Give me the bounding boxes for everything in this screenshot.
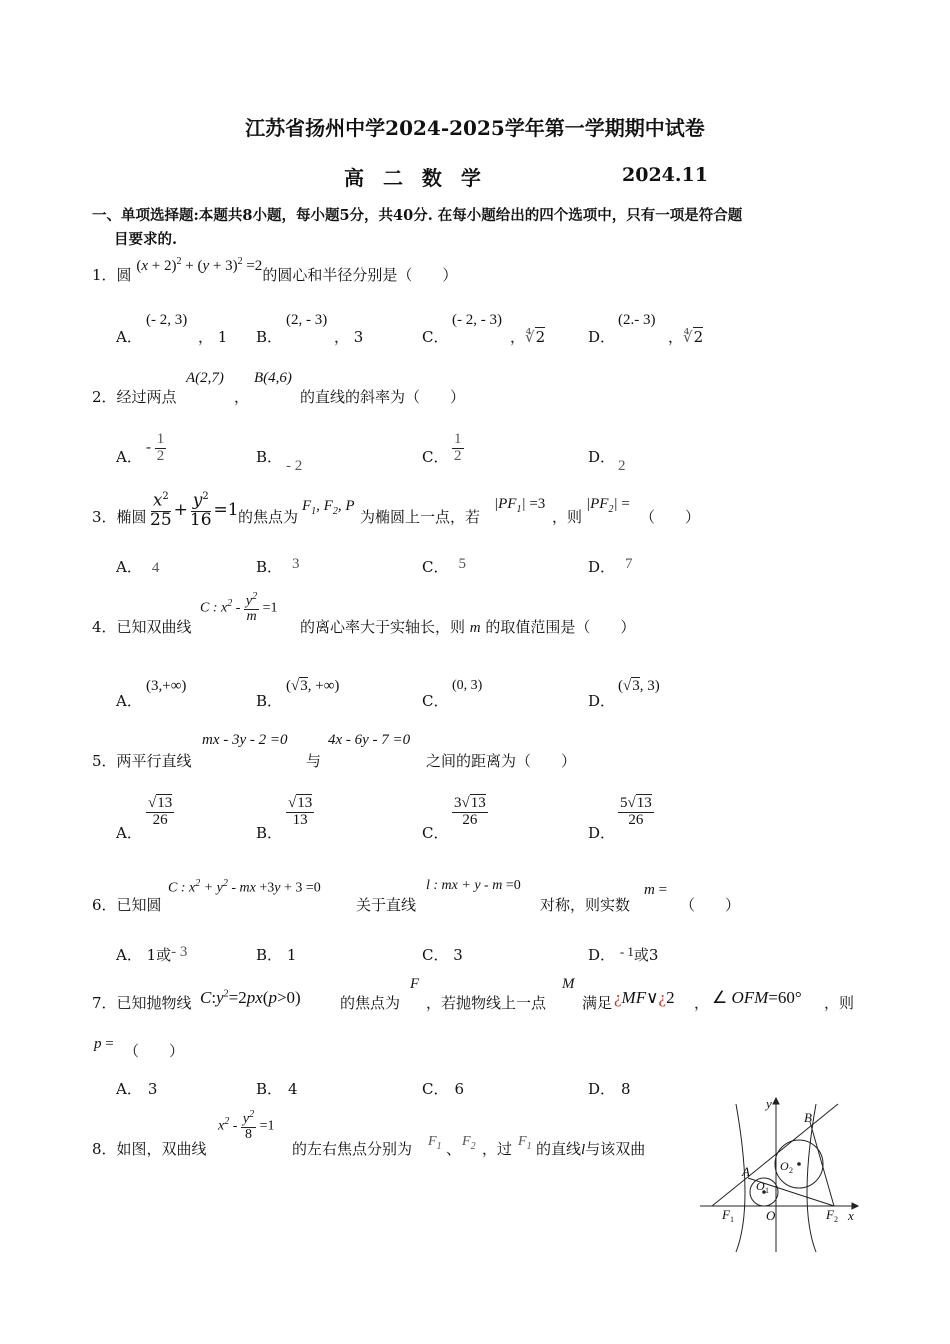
q7-option-d: D． 8 [588,1080,631,1098]
label-o2: O [780,1159,789,1173]
question-2: 2．经过两点 [92,388,177,406]
q3-ellipse-equation: $\frac{x^2}{25}$ + $\frac{y^2}{16}$ =1 [150,490,239,530]
q5-line-2: 4x - 6y - 7 =0 [328,732,411,748]
q6-option-d: D． - 1或3 [588,944,659,964]
q1-option-d: D． [588,328,616,346]
exam-title: 江苏省扬州中学2024-2025学年第一学期期中试卷 [245,116,705,140]
q6-circle-equation: C : $x^2 + y^2$ - mx +3y + 3 =0 [168,878,321,896]
q8-hyperbola-figure [698,1092,868,1257]
q7-parabola-equation: $C:y^2=2px(p>0)$ [200,988,301,1007]
label-f2: F [826,1207,834,1222]
q2-point-b: B(4,6) [254,370,292,386]
label-o1-sub: 1 [765,1186,769,1195]
q8-hyperbola-equation: $x^2$ - $\frac{y^2}{8}$ =1 [218,1109,275,1143]
q6-line-equation: l : mx + y - m =0 [426,878,521,893]
q3-option-d: D． 7 [588,556,633,576]
q5-option-b: B． [256,824,283,842]
q2-option-a: A． [116,448,142,466]
q6-option-a: A． 1或- 3 [116,944,188,964]
q4-option-b: B． [256,692,283,710]
label-o1: O [756,1179,765,1193]
q1-option-b: B． [256,328,283,346]
y-axis-arrow [773,1098,779,1104]
q1-option-a: A． [116,328,142,346]
label-y: y [766,1096,772,1111]
question-8: 8．如图，双曲线 [92,1140,207,1158]
label-o2-sub: 2 [789,1166,793,1175]
q1-circle-equation: $(x + 2)^2 + (y + 3)^2 =2$ [136,256,263,274]
center-o2 [797,1162,801,1166]
label-f2-sub: 2 [834,1215,838,1224]
q4-hyperbola-equation: C : $x^2$ - $\frac{y^2}{m}$ =1 [200,591,278,625]
q5-option-d: D． [588,824,616,842]
q2-option-b: B． [256,448,283,466]
q4-option-a: A． [116,692,142,710]
q6-option-c: C． 3 [422,946,463,964]
q4-option-c: C． [422,692,449,710]
question-5: 5．两平行直线 [92,752,192,770]
exam-date: 2024.11 [622,164,708,186]
q3-option-a: A． 4 [116,558,160,576]
q6-option-b: B． 1 [256,946,297,964]
label-o: O [766,1208,776,1223]
label-b: B [804,1110,812,1125]
q5-option-c: C． [422,824,449,842]
label-f1-sub: 1 [730,1215,734,1224]
q3-option-c: C． 5 [422,556,466,576]
q3-option-b: B． 3 [256,556,300,576]
q1-option-c: C． [422,328,449,346]
question-1: 1．圆 $(x + 2)^2 + (y + 3)^2 =2$的圆心和半径分别是（ ） [92,256,458,284]
subject-title: 高 二 数 学 [344,166,487,190]
q4-option-d: D． [588,692,616,710]
label-a: A [742,1164,750,1179]
q5-line-1: mx - 3y - 2 =0 [202,732,288,748]
q7-option-c: C． 6 [422,1080,465,1098]
label-x: x [848,1208,854,1223]
q7-option-a: A． 3 [116,1080,158,1098]
section-heading-line2: 目要求的. [114,231,178,248]
question-4: 4．已知双曲线 [92,618,192,636]
q2-option-d: D． [588,448,616,466]
section-heading-line1: 一、单项选择题:本题共8小题，每小题5分，共40分. 在每小题给出的四个选项中，只有一项是符合题 [92,207,743,224]
segment-bf2 [810,1122,834,1206]
q2-option-c: C． [422,448,449,466]
q2-point-a: A(2,7) [186,370,224,386]
q7-option-b: B． 4 [256,1080,298,1098]
question-7: 7．已知抛物线 [92,994,192,1012]
question-6: 6．已知圆 [92,896,162,914]
label-f1: F [722,1207,730,1222]
question-3: 3．椭圆 [92,508,147,526]
q5-option-a: A． [116,824,142,842]
